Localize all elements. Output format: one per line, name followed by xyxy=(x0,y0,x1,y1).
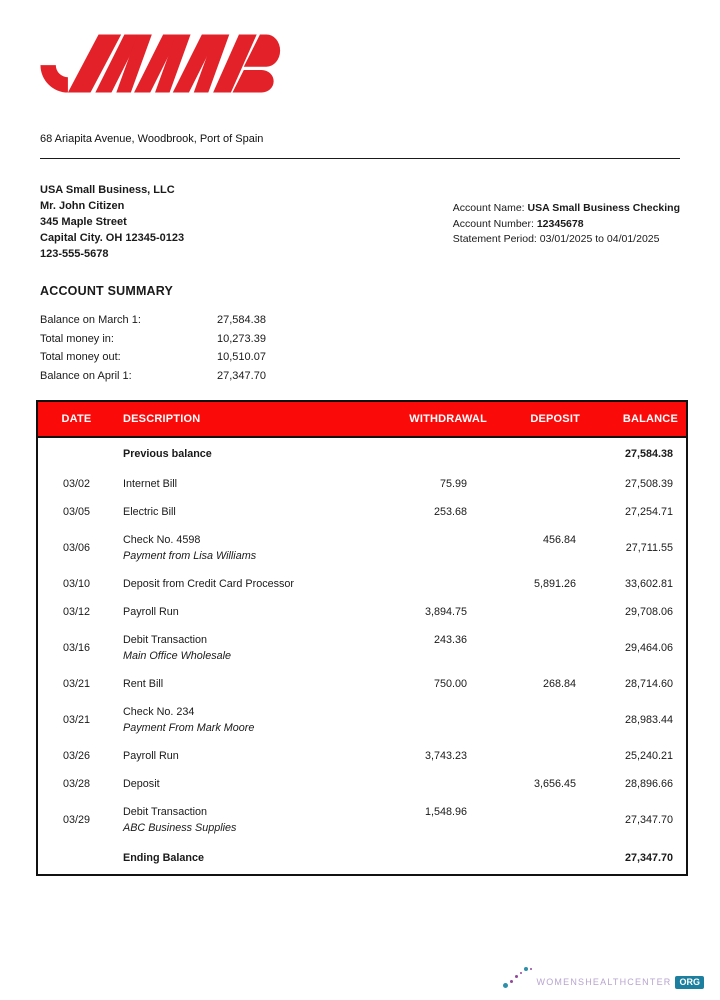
transaction-balance: 25,240.21 xyxy=(624,750,673,762)
transaction-deposit xyxy=(495,842,588,875)
transaction-balance: 27,347.70 xyxy=(624,814,673,826)
transaction-description xyxy=(115,437,395,470)
transaction-date: 03/12 xyxy=(62,606,91,618)
transaction-description xyxy=(115,598,395,626)
transaction-description xyxy=(115,626,395,670)
summary-value: 27,584.38 xyxy=(217,314,266,326)
customer-address-block xyxy=(40,182,184,262)
transactions-table xyxy=(36,400,688,876)
transaction-withdrawal: 243.36 xyxy=(433,634,467,646)
transaction-withdrawal xyxy=(395,698,495,742)
transaction-deposit: 3,656.45 xyxy=(533,778,576,790)
summary-label: Total money out: xyxy=(40,351,121,363)
transaction-description-line1: Internet Bill xyxy=(123,478,178,490)
transaction-description-line2: Payment From Mark Moore xyxy=(123,722,255,734)
transaction-description-line1: Payroll Run xyxy=(123,750,179,762)
summary-label: Balance on April 1: xyxy=(40,369,132,382)
transaction-description-line2: ABC Business Supplies xyxy=(123,822,237,834)
transaction-balance: 29,464.06 xyxy=(624,642,673,654)
transaction-description-line1: Check No. 4598 xyxy=(123,534,201,546)
transaction-balance: 28,714.60 xyxy=(624,678,673,690)
transaction-row xyxy=(37,437,687,470)
account-info-label: Account Number: xyxy=(452,217,537,230)
summary-label: Balance on March 1: xyxy=(40,314,141,326)
transaction-balance: 27,711.55 xyxy=(625,542,673,554)
header-divider xyxy=(40,158,680,159)
transaction-withdrawal xyxy=(395,842,495,875)
transaction-date xyxy=(37,842,115,875)
account-info-label: Statement Period: xyxy=(452,233,540,245)
transaction-date: 03/28 xyxy=(62,778,91,790)
transaction-deposit xyxy=(495,698,588,742)
transaction-row xyxy=(37,842,687,875)
account-summary-table xyxy=(40,311,680,385)
transaction-deposit xyxy=(495,626,588,670)
customer-line: USA Small Business, LLC xyxy=(40,184,175,196)
summary-value: 10,273.39 xyxy=(217,332,266,345)
col-header-balance: BALANCE xyxy=(588,401,687,437)
transaction-deposit xyxy=(495,470,588,498)
transaction-withdrawal xyxy=(395,770,495,798)
transaction-date: 03/10 xyxy=(62,578,91,590)
transaction-deposit xyxy=(495,798,588,842)
transaction-balance: 27,508.39 xyxy=(624,478,673,490)
transaction-row xyxy=(37,698,687,742)
transaction-description xyxy=(115,770,395,798)
transaction-description xyxy=(115,742,395,770)
transaction-withdrawal: 253.68 xyxy=(433,506,467,518)
transaction-deposit xyxy=(495,598,588,626)
summary-row xyxy=(40,348,680,367)
bank-address: 68 Ariapita Avenue, Woodbrook, Port of Spain xyxy=(40,133,264,145)
customer-line: Mr. John Citizen xyxy=(40,200,125,212)
col-header-withdrawal: WITHDRAWAL xyxy=(395,401,495,437)
transaction-balance: 28,983.44 xyxy=(624,714,673,726)
customer-line: Capital City. OH 12345-0123 xyxy=(40,232,185,244)
transaction-description-line2: Main Office Wholesale xyxy=(123,650,232,662)
summary-row xyxy=(40,330,680,349)
transaction-deposit: 456.84 xyxy=(542,534,576,546)
summary-label: Total money in: xyxy=(40,332,114,345)
watermark-dots-icon xyxy=(503,963,533,989)
account-info-line xyxy=(453,201,680,217)
transaction-description-line1: Deposit from Credit Card Processor xyxy=(123,578,295,590)
account-info-label: Account Name: xyxy=(452,202,528,214)
transaction-description xyxy=(115,670,395,698)
transaction-description xyxy=(115,698,395,742)
transaction-balance: 33,602.81 xyxy=(624,578,673,590)
transaction-balance: 27,254.71 xyxy=(624,506,673,518)
account-info-value: 12345678 xyxy=(536,217,584,230)
transaction-description xyxy=(115,470,395,498)
transaction-balance: 27,584.38 xyxy=(624,448,673,460)
watermark-text: WOMENSHEALTHCENTER xyxy=(536,977,672,987)
transaction-description xyxy=(115,570,395,598)
transaction-row xyxy=(37,498,687,526)
transaction-date xyxy=(37,437,115,470)
transaction-description-line1: Check No. 234 xyxy=(123,706,195,718)
jmmb-logo xyxy=(40,28,283,99)
transaction-date: 03/16 xyxy=(62,642,91,654)
transaction-description xyxy=(115,798,395,842)
col-header-date: DATE xyxy=(37,401,115,437)
transaction-row xyxy=(37,598,687,626)
account-info-value: USA Small Business Checking xyxy=(527,202,680,214)
transactions-header-row xyxy=(37,401,687,437)
transaction-withdrawal: 3,743.23 xyxy=(424,750,467,762)
transaction-date: 03/06 xyxy=(62,542,91,554)
transaction-row xyxy=(37,670,687,698)
account-info-block xyxy=(453,201,680,262)
customer-line: 345 Maple Street xyxy=(40,216,127,228)
transaction-date: 03/21 xyxy=(62,714,91,726)
transaction-withdrawal xyxy=(395,526,495,570)
transaction-balance: 28,896.66 xyxy=(624,778,673,790)
col-header-deposit: DEPOSIT xyxy=(495,401,588,437)
transaction-description xyxy=(115,526,395,570)
transaction-deposit xyxy=(495,742,588,770)
transaction-description-line1: Deposit xyxy=(123,778,160,790)
summary-row xyxy=(40,311,680,330)
watermark-badge: ORG xyxy=(675,976,704,989)
transaction-description-line1: Debit Transaction xyxy=(123,806,208,818)
transaction-date: 03/21 xyxy=(62,678,91,690)
transaction-withdrawal: 3,894.75 xyxy=(424,606,467,618)
transaction-date: 03/05 xyxy=(62,506,91,518)
transaction-row xyxy=(37,770,687,798)
transaction-description-line1: Ending Balance xyxy=(123,852,204,864)
transaction-row xyxy=(37,470,687,498)
transaction-date: 03/29 xyxy=(62,814,91,826)
transaction-description-line1: Electric Bill xyxy=(123,506,176,518)
transaction-row xyxy=(37,626,687,670)
transaction-deposit xyxy=(495,437,588,470)
statement-info-section xyxy=(40,182,680,262)
account-info-line xyxy=(453,217,680,233)
transaction-row xyxy=(37,742,687,770)
transaction-description-line1: Rent Bill xyxy=(123,678,164,690)
summary-value: 27,347.70 xyxy=(217,369,266,382)
transaction-withdrawal xyxy=(395,570,495,598)
col-header-description: DESCRIPTION xyxy=(115,401,395,437)
transaction-withdrawal: 75.99 xyxy=(439,478,467,490)
watermark xyxy=(503,963,704,989)
transaction-date: 03/26 xyxy=(62,750,91,762)
jmmb-logo-icon xyxy=(40,28,283,99)
account-info-value: 03/01/2025 to 04/01/2025 xyxy=(539,233,660,245)
transaction-deposit: 268.84 xyxy=(542,678,576,690)
transaction-description-line1: Previous balance xyxy=(123,448,212,460)
summary-row xyxy=(40,367,680,386)
summary-value: 10,510.07 xyxy=(217,351,266,363)
transaction-description-line1: Payroll Run xyxy=(123,606,179,618)
transaction-date: 03/02 xyxy=(62,478,91,490)
transaction-withdrawal xyxy=(395,437,495,470)
transaction-withdrawal: 750.00 xyxy=(433,678,467,690)
transaction-deposit: 5,891.26 xyxy=(533,578,576,590)
transaction-row xyxy=(37,798,687,842)
transaction-row xyxy=(37,526,687,570)
customer-line: 123-555-5678 xyxy=(40,248,109,260)
transaction-balance: 29,708.06 xyxy=(624,606,673,618)
transaction-deposit xyxy=(495,498,588,526)
transaction-description-line2: Payment from Lisa Williams xyxy=(123,550,257,562)
transaction-balance: 27,347.70 xyxy=(624,852,673,864)
transaction-row xyxy=(37,570,687,598)
account-summary-title: ACCOUNT SUMMARY xyxy=(40,284,174,298)
transaction-withdrawal: 1,548.96 xyxy=(424,806,467,818)
transaction-description-line1: Debit Transaction xyxy=(123,634,208,646)
transaction-description xyxy=(115,842,395,875)
transaction-description xyxy=(115,498,395,526)
account-info-line xyxy=(453,232,680,248)
